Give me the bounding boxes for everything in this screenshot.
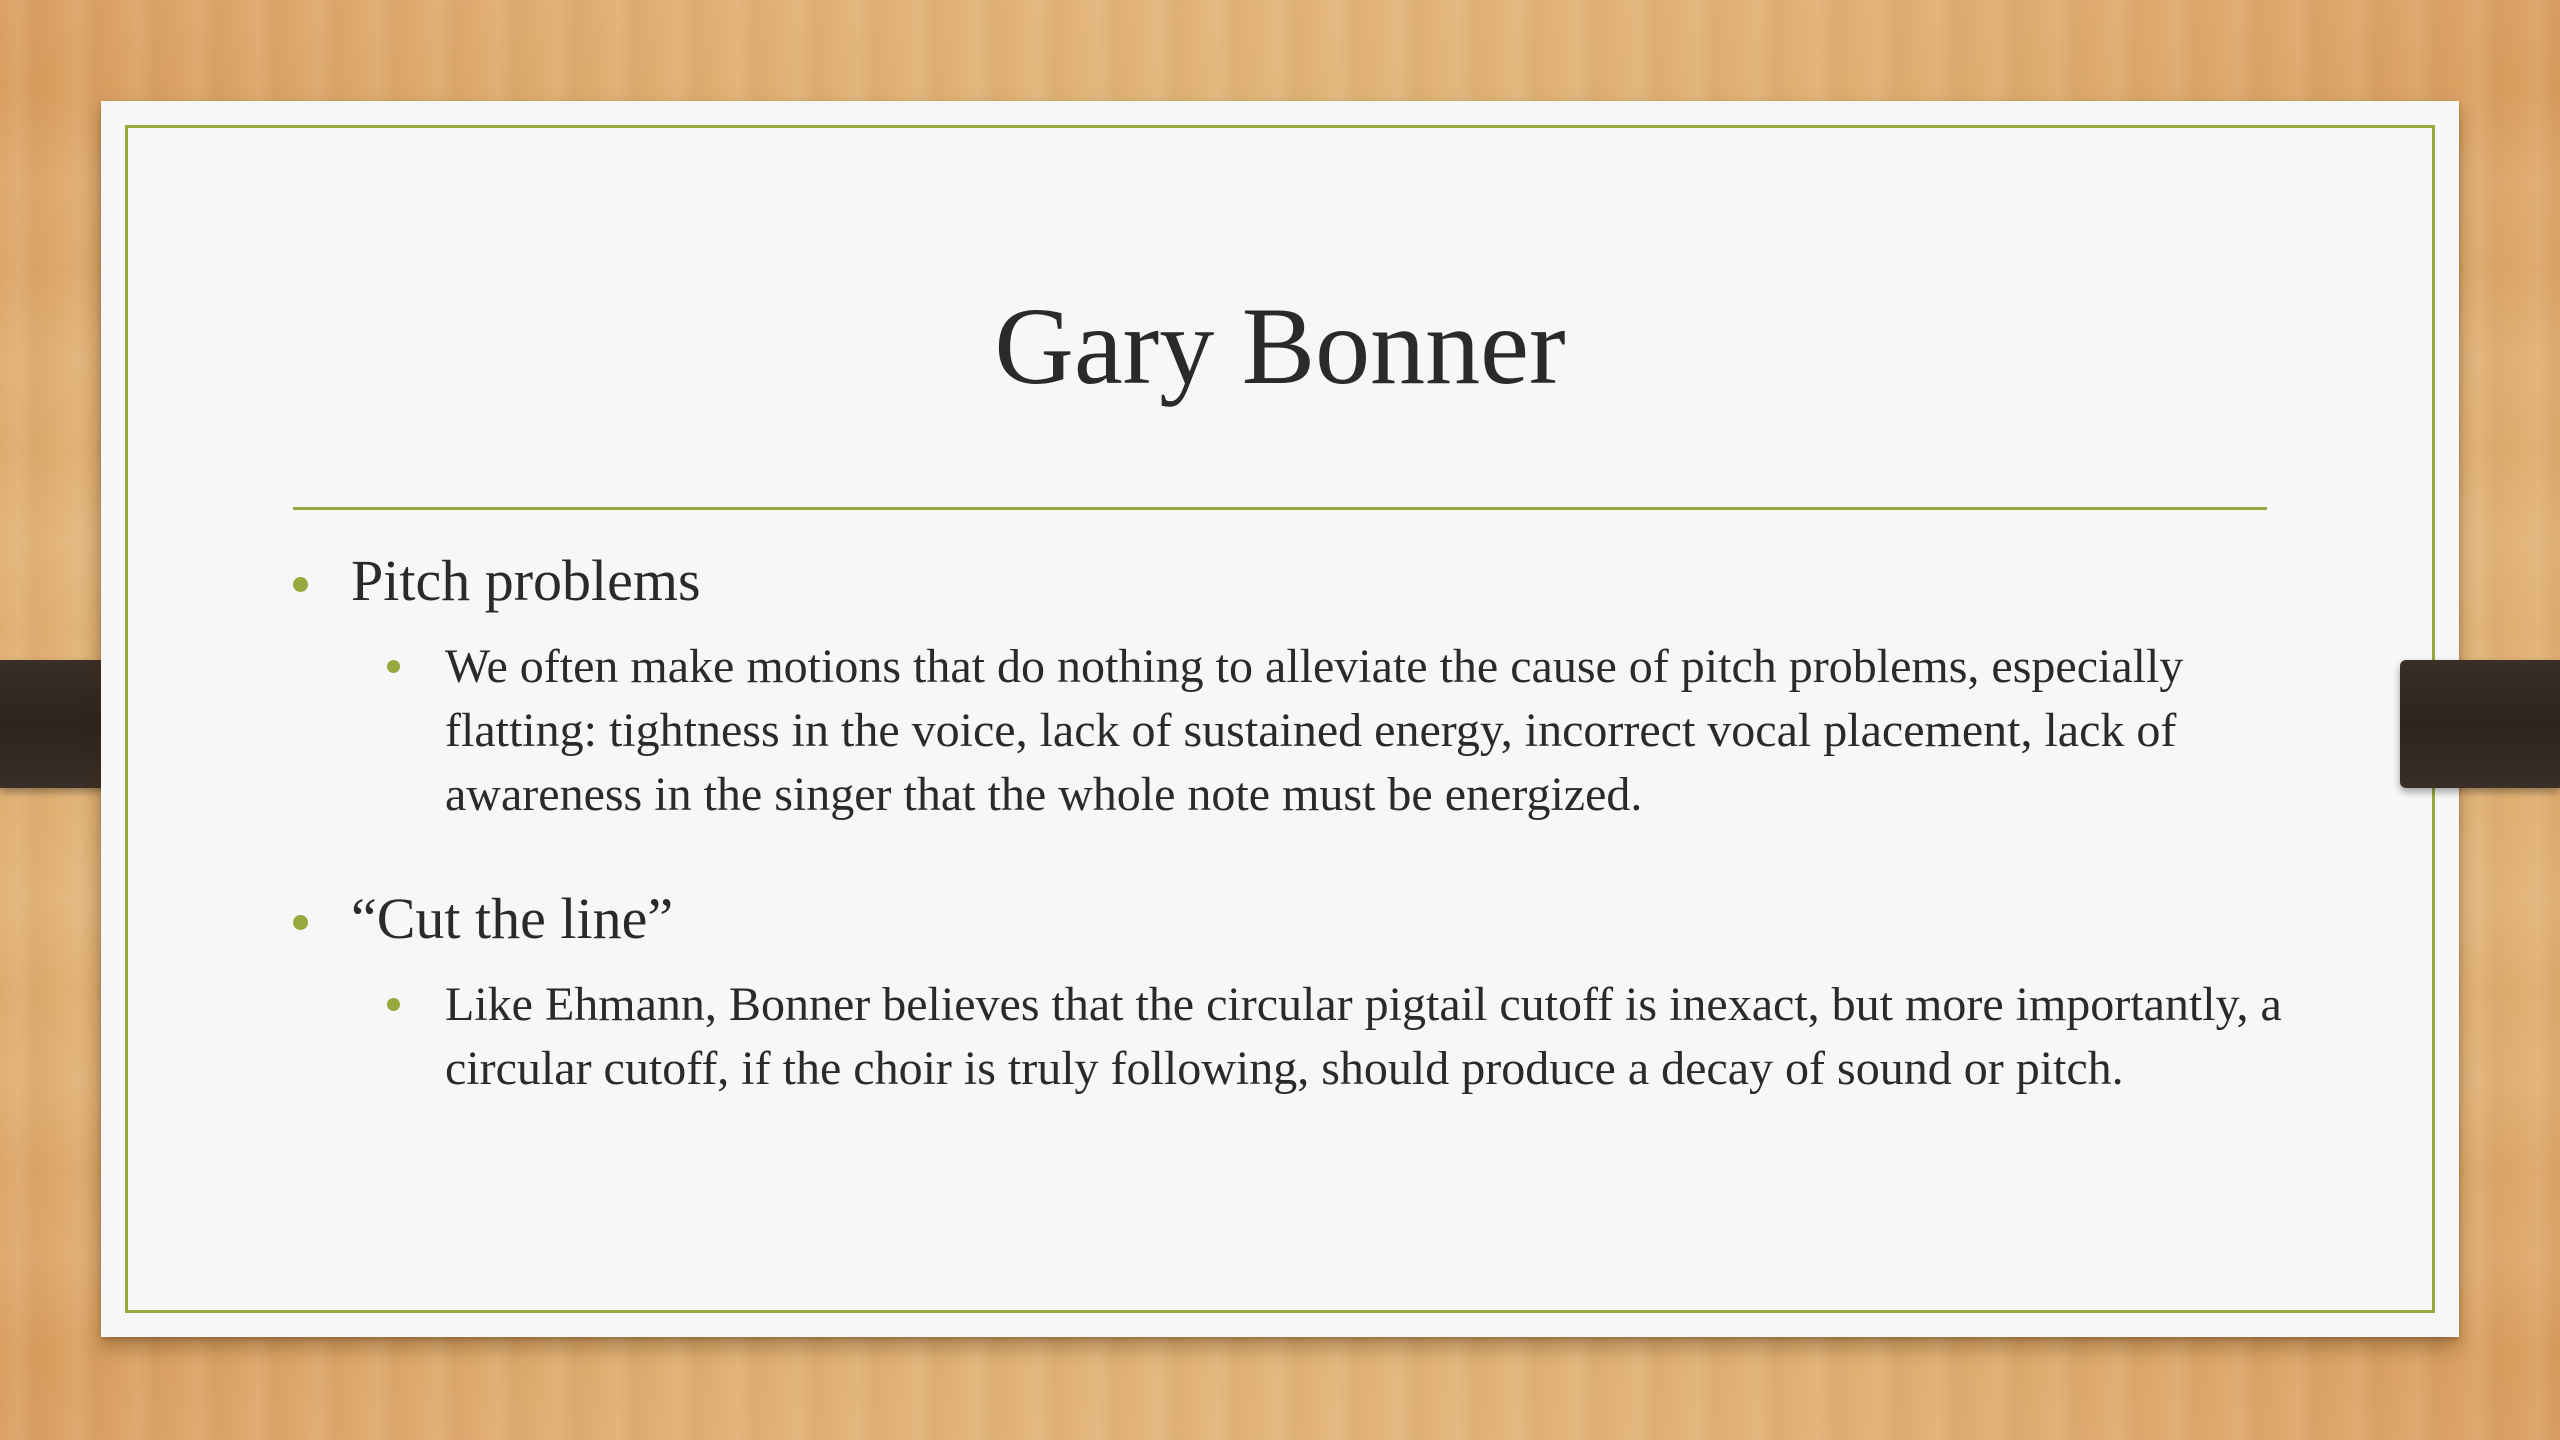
bullet-dot-icon xyxy=(293,915,308,930)
bullet-text: Pitch problems xyxy=(351,548,701,613)
sub-bullet-item xyxy=(445,973,2323,1101)
slide-title: Gary Bonner xyxy=(994,285,1566,407)
bullet-group xyxy=(293,541,2323,827)
title-divider xyxy=(293,507,2267,510)
sub-bullet-dot-icon xyxy=(387,998,400,1011)
sub-bullet-dot-icon xyxy=(387,660,400,673)
sub-bullet-text: We often make motions that do nothing to alleviate the cause of pitch problems, especially flatting: tightness in the voice, lack of sustained energy, incorrect vocal placement, lack of awareness in the singer that the whole note must be energized. xyxy=(445,640,2184,821)
slide xyxy=(101,101,2459,1337)
slide-body xyxy=(293,541,2323,1101)
bullet-item xyxy=(293,879,2323,959)
bullet-text: “Cut the line” xyxy=(351,886,674,951)
sub-bullet-text: Like Ehmann, Bonner believes that the circular pigtail cutoff is inexact, but more importantly, a circular cutoff, if the choir is truly following, should produce a decay of sound or pitch. xyxy=(445,978,2282,1095)
bullet-dot-icon xyxy=(293,577,308,592)
bullet-group xyxy=(293,879,2323,1101)
board-clip-right xyxy=(2400,660,2560,788)
bullet-item xyxy=(293,541,2323,621)
sub-bullet-item xyxy=(445,635,2323,827)
